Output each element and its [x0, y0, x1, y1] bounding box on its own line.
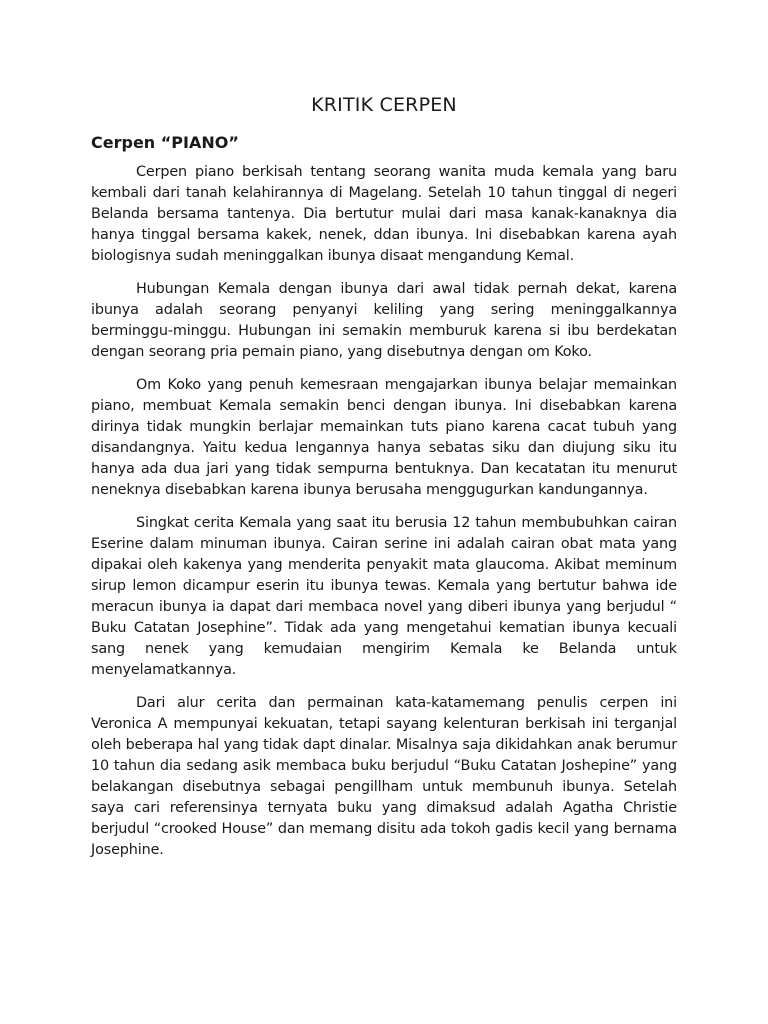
paragraph-2: Hubungan Kemala dengan ibunya dari awal tidak pernah dekat, karena ibunya adalah seorang penyanyi keliling yang sering meninggalkannya berminggu-minggu. Hubungan ini semakin memburuk karena si ibu berdekatan dengan seorang pria pemain piano, yang disebutnya dengan om Koko.: [91, 281, 677, 360]
paragraph-1: Cerpen piano berkisah tentang seorang wanita muda kemala yang baru kembali dari tanah kelahirannya di Magelang. Setelah 10 tahun tinggal di negeri Belanda bersama tantenya. Dia bertutur mulai dari masa kanak-kanaknya dia hanya tinggal bersama kakek, nenek, ddan ibunya. Ini disebabkan karena ayah biologisnya sudah meninggalkan ibunya disaat mengandung Kemal.: [91, 164, 677, 264]
paragraph-4: Singkat cerita Kemala yang saat itu berusia 12 tahun membubuhkan cairan Eserine dalam minuman ibunya. Cairan serine ini adalah cairan obat mata yang dipakai oleh kakenya yang menderita penyakit mata glaucoma. Akibat meminum sirup lemon dicampur eserin itu ibunya tewas. Kemala yang bertutur bahwa ide meracun ibunya ia dapat dari membaca novel yang diberi ibunya yang berjudul “ Buku Catatan Josephine”. Tidak ada yang mengetahui kematian ibunya kecuali sang nenek yang kemudaian mengirim Kemala ke Belanda untuk menyelamatkannya.: [91, 515, 677, 678]
document-subtitle: Cerpen “PIANO”: [91, 133, 239, 152]
document-title: KRITIK CERPEN: [311, 94, 457, 116]
document-page: [91, 0, 677, 861]
paragraph-5: Dari alur cerita dan permainan kata-katamemang penulis cerpen ini Veronica A mempunyai kekuatan, tetapi sayang kelenturan berkisah ini terganjal oleh beberapa hal yang tidak dapt dinalar. Misalnya saja dikidahkan anak berumur 10 tahun dia sedang asik membaca buku berjudul “Buku Catatan Joshepine” yang belakangan disebutnya sebagai pengillham untuk membunuh ibunya. Setelah saya cari referensinya ternyata buku yang dimaksud adalah Agatha Christie berjudul “crooked House” dan memang disitu ada tokoh gadis kecil yang bernama Josephine.: [91, 695, 677, 858]
paragraph-3: Om Koko yang penuh kemesraan mengajarkan ibunya belajar memainkan piano, membuat Kemala semakin benci dengan ibunya. Ini disebabkan karena dirinya tidak mungkin berlajar memainkan tuts piano karena cacat tubuh yang disandangnya. Yaitu kedua lengannya hanya sebatas siku dan diujung siku itu hanya ada dua jari yang tidak sempurna bentuknya. Dan kecatatan itu menurut neneknya disebabkan karena ibunya berusaha menggugurkan kandungannya.: [91, 377, 677, 498]
